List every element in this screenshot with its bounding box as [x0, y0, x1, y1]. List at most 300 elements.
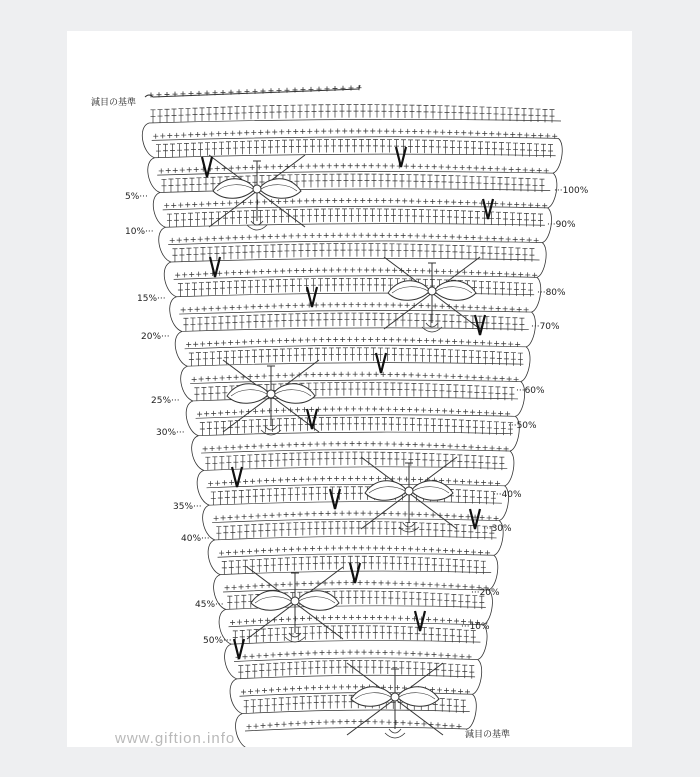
stitch-mark [506, 143, 511, 156]
stitch-mark [189, 178, 194, 191]
motif-center [391, 693, 399, 701]
stitch-mark [378, 174, 383, 187]
stitch-mark [360, 591, 365, 604]
stitch-mark [198, 143, 203, 156]
stitch-mark [487, 247, 492, 260]
stitch-mark [314, 303, 319, 308]
stitch-mark [439, 653, 444, 658]
stitch-mark [436, 628, 441, 641]
stitch-mark [444, 594, 449, 607]
stitch-mark [292, 651, 297, 656]
stitch-mark [286, 129, 291, 134]
stitch-mark [470, 490, 475, 503]
stitch-mark [421, 408, 426, 413]
stitch-mark [352, 545, 357, 550]
stitch-mark [333, 105, 338, 118]
stitch-mark [391, 302, 396, 307]
stitch-mark [194, 167, 199, 172]
stitch-mark [240, 235, 245, 240]
stitch-mark [282, 628, 287, 641]
stitch-mark [275, 628, 280, 641]
stitch-mark [218, 411, 223, 416]
stitch-mark [255, 688, 260, 693]
stitch-mark [245, 444, 250, 449]
stitch-mark [227, 201, 232, 206]
stitch-mark [261, 548, 266, 553]
stitch-mark [237, 525, 242, 538]
stitch-mark [465, 200, 470, 205]
stitch-mark [192, 283, 197, 296]
stitch-mark [364, 267, 369, 272]
stitch-mark [226, 456, 231, 469]
stitch-mark [342, 209, 347, 222]
stitch-mark [440, 699, 445, 712]
stitch-mark [351, 313, 356, 326]
stitch-mark [255, 280, 260, 293]
stitch-mark [383, 650, 388, 655]
stitch-mark [213, 201, 218, 206]
stitch-mark [317, 140, 322, 153]
stitch-mark [421, 582, 426, 587]
stitch-mark [450, 548, 455, 553]
stitch-mark [284, 512, 289, 517]
stitch-mark [203, 271, 208, 276]
stitch-mark [492, 236, 497, 241]
stitch-mark [232, 316, 237, 329]
stitch-mark [438, 245, 443, 258]
stitch-mark [298, 512, 303, 517]
stitch-mark [457, 141, 462, 154]
stitch-mark [256, 245, 261, 258]
stitch-mark [228, 107, 233, 120]
stitch-mark [417, 418, 422, 431]
stitch-mark [270, 513, 275, 518]
stitch-mark [413, 268, 418, 273]
stitch-mark [472, 375, 477, 380]
stitch-mark [317, 720, 322, 725]
stitch-mark [412, 129, 417, 134]
stitch-mark [436, 548, 441, 553]
stitch-mark [419, 210, 424, 223]
stitch-mark [527, 238, 532, 243]
stitch-mark [344, 487, 349, 500]
stitch-mark [501, 341, 506, 346]
stitch-mark [196, 272, 201, 277]
stitch-mark [503, 306, 508, 311]
stitch-mark [496, 306, 501, 311]
stitch-mark [431, 338, 436, 343]
stitch-mark [455, 350, 460, 363]
stitch-mark [380, 546, 385, 551]
stitch-mark [305, 244, 310, 257]
stitch-mark [296, 546, 301, 551]
stitch-mark [389, 244, 394, 257]
stitch-mark [342, 128, 347, 133]
stitch-mark [378, 268, 383, 273]
stitch-mark [314, 129, 319, 134]
stitch-mark [272, 304, 277, 309]
stitch-mark [440, 210, 445, 223]
stitch-mark [290, 686, 295, 691]
stitch-mark [240, 141, 245, 154]
stitch-mark [322, 174, 327, 187]
stitch-mark [272, 698, 277, 711]
stitch-mark [437, 594, 442, 607]
stitch-mark [326, 105, 331, 118]
stitch-mark [177, 144, 182, 157]
stitch-mark [536, 109, 541, 122]
stitch-mark [355, 650, 360, 655]
stitch-mark [437, 373, 442, 378]
stitch-mark [445, 245, 450, 258]
stitch-mark [240, 455, 245, 468]
stitch-mark [203, 178, 208, 191]
stitch-mark [453, 385, 458, 398]
stitch-mark [216, 527, 221, 540]
stitch-mark [206, 282, 211, 295]
stitch-mark [205, 457, 210, 470]
stitch-mark [279, 129, 284, 134]
stitch-mark [420, 662, 425, 675]
motif-tail [285, 633, 305, 642]
stitch-mark [497, 271, 502, 276]
stitch-mark [254, 548, 259, 553]
stitch-mark [380, 452, 385, 465]
stitch-mark [328, 696, 333, 709]
stitch-mark [387, 720, 392, 725]
stitch-mark [340, 337, 345, 342]
stitch-mark [258, 699, 263, 712]
decrease-v-mark [232, 467, 242, 487]
stitch-mark [386, 407, 391, 412]
stitch-mark [440, 618, 445, 623]
stitch-mark [266, 269, 271, 274]
stitch-mark [497, 446, 502, 451]
stitch-mark [305, 337, 310, 342]
stitch-mark [530, 168, 535, 173]
stitch-mark [382, 418, 387, 431]
stitch-mark [405, 129, 410, 134]
stitch-mark [469, 351, 474, 364]
stitch-mark [346, 278, 351, 291]
stitch-mark [326, 244, 331, 257]
stitch-mark [499, 143, 504, 156]
stitch-row [245, 719, 467, 731]
stitch-mark [449, 315, 454, 328]
stitch-mark [314, 522, 319, 535]
stitch-mark [343, 661, 348, 674]
stitch-mark [426, 210, 431, 223]
stitch-mark [328, 209, 333, 222]
stitch-mark [230, 620, 235, 625]
stitch-mark [464, 235, 469, 240]
stitch-mark [362, 383, 367, 396]
stitch-mark [472, 200, 477, 205]
stitch-mark [357, 174, 362, 187]
stitch-mark [308, 174, 313, 187]
stitch-mark [302, 581, 307, 586]
stitch-mark [368, 244, 373, 257]
stitch-mark [504, 178, 509, 191]
stitch-mark [429, 140, 434, 153]
stitch-mark [459, 106, 464, 119]
stitch-mark [499, 236, 504, 241]
stitch-mark [181, 307, 186, 312]
stitch-mark [196, 178, 201, 191]
stitch-mark [400, 407, 405, 412]
stitch-mark [377, 209, 382, 222]
stitch-mark [387, 452, 392, 465]
stitch-mark [389, 511, 394, 516]
stitch-mark [422, 628, 427, 641]
stitch-mark [295, 314, 300, 327]
row-baseline [182, 328, 529, 332]
stitch-mark [260, 315, 265, 328]
stitch-mark [186, 248, 191, 261]
stitch-mark [352, 233, 357, 238]
stitch-mark [296, 233, 301, 238]
stitch-mark [438, 339, 443, 344]
stitch-mark [457, 549, 462, 554]
stitch-mark [370, 522, 375, 535]
stitch-mark [310, 140, 315, 153]
stitch-mark [482, 131, 487, 136]
stitch-mark [336, 441, 341, 446]
stitch-mark [280, 663, 285, 676]
stitch-mark [316, 487, 321, 500]
stitch-mark [413, 349, 418, 362]
stitch-mark [451, 200, 456, 205]
stitch-mark [480, 340, 485, 345]
stitch-mark [406, 348, 411, 361]
stitch-mark [487, 107, 492, 120]
stitch-mark [301, 662, 306, 675]
stitch-mark [411, 651, 416, 656]
stitch-mark [312, 337, 317, 342]
stitch-mark [205, 236, 210, 241]
stitch-mark [294, 268, 299, 273]
stitch-mark [495, 481, 500, 486]
stitch-mark [399, 174, 404, 187]
stitch-mark [223, 131, 228, 136]
stitch-mark [476, 445, 481, 450]
stitch-mark [278, 478, 283, 483]
stitch-mark [441, 664, 446, 677]
stitch-mark [359, 545, 364, 550]
stitch-mark [418, 384, 423, 397]
stitch-mark [403, 105, 408, 118]
stitch-mark [460, 479, 465, 484]
stitch-mark [390, 163, 395, 168]
stitch-mark [438, 106, 443, 119]
stitch-mark [343, 348, 348, 361]
stitch-mark [328, 615, 333, 620]
stitch-mark [494, 107, 499, 120]
stitch-mark [393, 407, 398, 412]
stitch-mark [446, 385, 451, 398]
stitch-mark [444, 688, 449, 693]
stitch-mark [254, 455, 259, 468]
stitch-mark [342, 522, 347, 535]
stitch-mark [280, 268, 285, 273]
stitch-mark [401, 627, 406, 640]
stitch-mark [283, 279, 288, 292]
motif-tail [385, 729, 405, 738]
stitch-mark [527, 144, 532, 157]
stitch-mark [415, 721, 420, 726]
stitch-mark [324, 546, 329, 551]
left-label-15: 15%··· [137, 294, 166, 304]
stitch-mark [381, 198, 386, 203]
stitch-mark [395, 198, 400, 203]
stitch-mark [275, 454, 280, 467]
stitch-mark [431, 245, 436, 258]
stitch-mark [275, 140, 280, 153]
stitch-mark [276, 687, 281, 692]
stitch-mark [406, 175, 411, 188]
stitch-mark [235, 246, 240, 259]
stitch-mark [331, 719, 336, 724]
stitch-mark [303, 233, 308, 238]
stitch-mark [440, 130, 445, 135]
stitch-mark [503, 212, 508, 225]
stitch-mark [337, 580, 342, 585]
stitch-mark [464, 630, 469, 643]
stitch-mark [425, 558, 430, 571]
stitch-mark [311, 685, 316, 690]
stitch-mark [544, 168, 549, 173]
stitch-mark [531, 133, 536, 138]
stitch-mark [233, 142, 238, 155]
stitch-mark [525, 179, 530, 192]
stitch-mark [346, 591, 351, 604]
stitch-mark [248, 374, 253, 379]
stitch-mark [490, 446, 495, 451]
stitch-mark [424, 512, 429, 517]
stitch-mark [285, 477, 290, 482]
stitch-mark [480, 515, 485, 520]
stitch-mark [242, 420, 247, 433]
stitch-mark [244, 700, 249, 713]
stitch-mark [331, 233, 336, 238]
stitch-mark [372, 313, 377, 326]
stitch-mark [242, 514, 247, 519]
stitch-mark [300, 129, 305, 134]
stitch-mark [348, 163, 353, 168]
stitch-mark [333, 417, 338, 430]
stitch-mark [466, 246, 471, 259]
stitch-mark [391, 522, 396, 535]
stitch-mark [427, 175, 432, 188]
stitch-mark [177, 238, 182, 243]
motif-wing-left [351, 687, 393, 707]
stitch-mark [474, 166, 479, 171]
stitch-mark [244, 619, 249, 624]
row-baseline [171, 258, 540, 262]
stitch-mark [174, 214, 179, 227]
stitch-mark [340, 105, 345, 118]
stitch-mark [436, 454, 441, 467]
chart-sheet [67, 31, 632, 747]
stitch-mark [250, 479, 255, 484]
stitch-mark [208, 387, 213, 400]
stitch-mark [379, 580, 384, 585]
stitch-mark [483, 177, 488, 190]
stitch-mark [355, 383, 360, 396]
stitch-mark [373, 626, 378, 639]
stitch-mark [388, 372, 393, 377]
stitch-mark [325, 685, 330, 690]
stitch-mark [294, 662, 299, 675]
stitch-mark [309, 581, 314, 586]
stitch-mark [443, 141, 448, 154]
stitch-mark [354, 417, 359, 430]
stitch-mark [319, 418, 324, 431]
stitch-mark [327, 383, 332, 396]
stitch-mark [452, 245, 457, 258]
stitch-mark [377, 615, 382, 620]
stitch-mark [226, 235, 231, 240]
stitch-mark [475, 211, 480, 224]
stitch-mark [473, 107, 478, 120]
stitch-mark [485, 456, 490, 469]
stitch-mark [456, 584, 461, 589]
stitch-mark [346, 198, 351, 203]
stitch-mark [280, 443, 285, 448]
stitch-mark [249, 106, 254, 119]
stitch-mark [445, 339, 450, 344]
stitch-mark [303, 453, 308, 466]
stitch-mark [265, 524, 270, 537]
stitch-mark [207, 108, 212, 121]
motif-center [291, 597, 299, 605]
stitch-mark [417, 244, 422, 257]
right-label-70: ···70% [531, 322, 560, 332]
stitch-mark [307, 129, 312, 134]
stitch-mark [310, 720, 315, 725]
row-baseline [185, 345, 526, 349]
stitch-mark [452, 513, 457, 518]
stitch-mark [331, 139, 336, 152]
stitch-mark [433, 303, 438, 308]
motif-wing-left [365, 481, 407, 501]
stitch-mark [442, 408, 447, 413]
stitch-mark [362, 556, 367, 569]
stitch-mark [476, 270, 481, 275]
stitch-mark [242, 246, 247, 259]
stitch-mark [292, 558, 297, 571]
stitch-mark [305, 105, 310, 118]
stitch-mark [524, 133, 529, 138]
stitch-mark [366, 626, 371, 639]
stitch-mark [534, 238, 539, 243]
stitch-mark [391, 209, 396, 222]
stitch-mark [158, 110, 163, 123]
stitch-mark [215, 481, 220, 486]
stitch-mark [445, 419, 450, 432]
decrease-v-mark [234, 639, 244, 659]
stitch-row [230, 660, 475, 713]
stitch-mark [397, 650, 402, 655]
stitch-mark [371, 661, 376, 674]
stitch-mark [300, 616, 305, 621]
stitch-mark [537, 168, 542, 173]
stitch-mark [321, 522, 326, 535]
stitch-mark [445, 513, 450, 518]
stitch-mark [358, 406, 363, 411]
stitch-mark [242, 339, 247, 344]
stitch-mark [478, 550, 483, 555]
